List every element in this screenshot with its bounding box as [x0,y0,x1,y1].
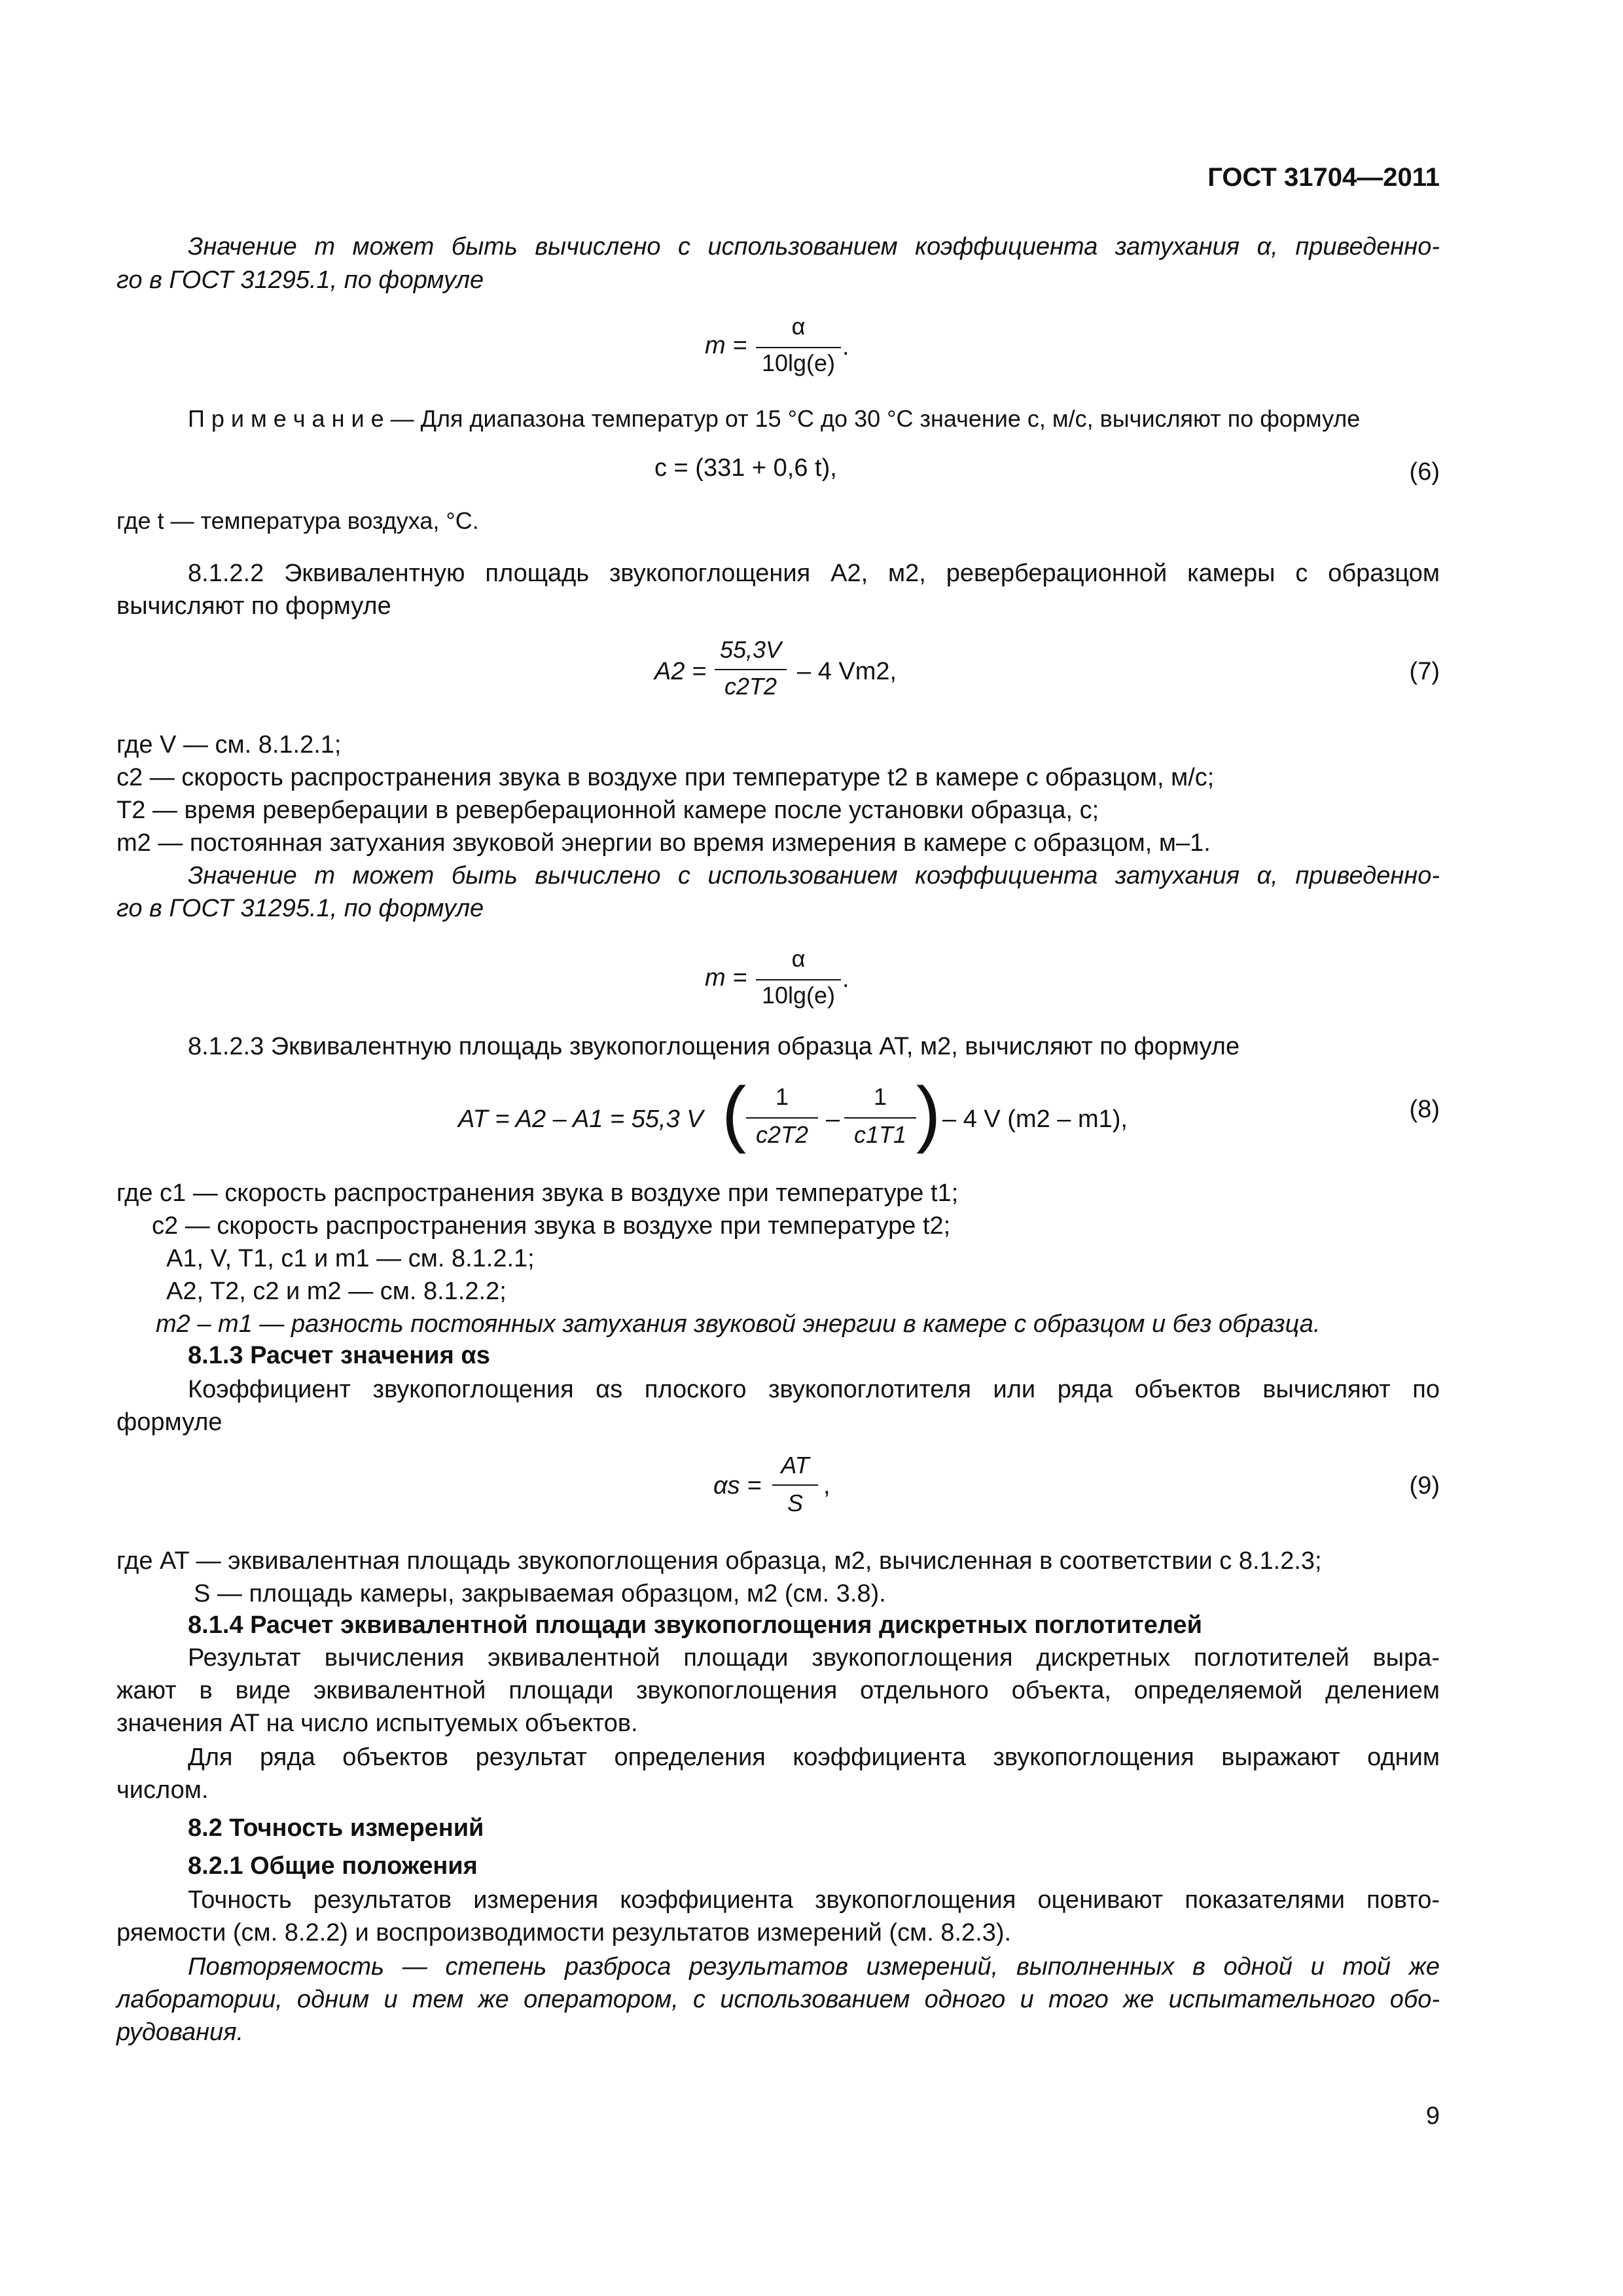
fraction [756,313,841,385]
paragraph-line: числом. [116,1776,209,1804]
formula-end: . [842,965,849,993]
fraction-numerator: 1 [775,1083,789,1110]
subsection-heading: 8.2.1 Общие положения [188,1852,478,1880]
formula-number: (7) [1409,658,1440,685]
fraction-denominator: 10lg(e) [761,350,836,376]
formula-rest: – 4 Vm2, [797,658,897,685]
standard-code: ГОСТ 31704—2011 [1207,163,1440,192]
section-heading: 8.2 Точность измерений [188,1814,484,1842]
paragraph-line: го в ГОСТ 31295.1, по формуле [116,266,484,294]
left-parenthesis: ( [722,1072,747,1154]
paragraph-line: вычисляют по формуле [116,592,391,620]
paragraph-line: Точность результатов измерения коэффициента звукопоглощения оценивают показателями повто- [188,1886,1440,1914]
fraction-bar [715,669,787,670]
paragraph-line: рудования. [116,2018,244,2046]
fraction-numerator: α [791,313,806,340]
fraction [844,1083,916,1155]
right-parenthesis: ) [916,1072,941,1154]
paragraph-line: Коэффициент звукопоглощения αs плоского звукопоглотителя или ряда объектов вычисляют по [188,1376,1440,1403]
where-line: T2 — время реверберации в реверберационной камере после установки образца, с; [116,797,1099,824]
section-heading: 8.1.3 Расчет значения αs [188,1342,490,1369]
formula-6: c = (331 + 0,6 t), [654,454,837,482]
fraction-denominator: 10lg(e) [761,982,836,1009]
fraction-denominator: S [787,1490,803,1516]
formula-number: (6) [1409,458,1440,486]
where-line: где V — см. 8.1.2.1; [116,731,342,759]
formula-lhs: m = [705,332,747,359]
fraction-denominator: c2T2 [724,673,777,700]
paragraph-line: Для ряда объектов результат определения коэффициента звукопоглощения выражают одним [188,1744,1440,1771]
where-line: c2 — скорость распространения звука в воздухе при температуре t2 в камере с образцом, м/с; [116,764,1215,791]
where-line: A2, T2, c2 и m2 — см. 8.1.2.2; [166,1278,507,1305]
paragraph-line: Значение m может быть вычислено с использованием коэффициента затухания α, приведенно- [188,862,1440,889]
formula-lhs: A2 = [654,658,707,685]
fraction-bar [756,347,841,348]
paragraph-line: 8.1.2.2 Эквивалентную площадь звукопоглощения A2, м2, реверберационной камеры с образцом [188,560,1440,587]
fraction-numerator: AT [781,1452,810,1479]
section-heading: 8.1.4 Расчет эквивалентной площади звукопоглощения дискретных поглотителей [188,1611,1202,1639]
paragraph-line: 8.1.2.3 Эквивалентную площадь звукопоглощения образца AT, м2, вычисляют по формуле [188,1033,1240,1060]
formula-lhs: m = [705,964,747,992]
fraction [715,636,787,708]
fraction-numerator: 1 [873,1083,887,1110]
formula-lhs: αs = [713,1472,762,1499]
paragraph-line: го в ГОСТ 31295.1, по формуле [116,895,484,922]
where-line: A1, V, T1, c1 и m1 — см. 8.1.2.1; [166,1245,535,1272]
note-line: П р и м е ч а н и е — Для диапазона температур от 15 °С до 30 °С значение c, м/с, вычисляют по формуле [188,405,1361,432]
paragraph-line: значения AT на число испытуемых объектов. [116,1710,638,1737]
fraction-bar [844,1117,916,1119]
paragraph-line: ряемости (см. 8.2.2) и воспроизводимости результатов измерений (см. 8.2.3). [116,1919,1012,1946]
formula-lhs: AT = A2 – A1 = 55,3 V [458,1105,704,1133]
where-line: m2 — постоянная затухания звуковой энергии во время измерения в камере с образцом, м–1. [116,829,1211,857]
fraction-bar [746,1117,818,1119]
where-line: m2 – m1 — разность постоянных затухания звуковой энергии в камере с образцом и без образца. [156,1310,1321,1338]
paragraph-line: Значение m может быть вычислено с использованием коэффициента затухания α, приведенно- [188,233,1440,260]
paragraph-line: жают в виде эквивалентной площади звукопоглощения отдельного объекта, определяемой делением [116,1677,1440,1704]
fraction [756,945,841,1017]
where-line: где AT — эквивалентная площадь звукопоглощения образца, м2, вычисленная в соответствии с 8.1.2.3; [116,1547,1322,1575]
paragraph-line: Результат вычисления эквивалентной площади звукопоглощения дискретных поглотителей выра- [188,1644,1440,1672]
where-line: c2 — скорость распространения звука в воздухе при температуре t2; [152,1212,951,1240]
fraction [746,1083,818,1155]
paragraph-line: лаборатории, одним и тем же оператором, с использованием одного и того же испытательного обо- [116,1986,1440,2013]
formula-end: . [842,333,849,361]
paragraph-line: формуле [116,1408,223,1436]
fraction [772,1452,818,1524]
fraction-bar [772,1484,818,1486]
formula-minus: – [826,1105,840,1133]
formula-number: (8) [1409,1096,1440,1123]
fraction-numerator: 55,3V [719,636,782,663]
fraction-denominator: c1T1 [853,1121,907,1148]
fraction-numerator: α [791,945,806,972]
formula-number: (9) [1409,1472,1440,1499]
formula-end: , [823,1472,830,1499]
where-line: где t — температура воздуха, °С. [116,507,479,534]
page-number: 9 [1425,2102,1440,2130]
where-line: где c1 — скорость распространения звука в воздухе при температуре t1; [116,1179,959,1207]
paragraph-line: Повторяемость — степень разброса результатов измерений, выполненных в одной и той же [188,1953,1440,1981]
fraction-bar [756,979,841,980]
fraction-denominator: c2T2 [755,1121,809,1148]
formula-rest: – 4 V (m2 – m1), [942,1105,1128,1133]
where-line: S — площадь камеры, закрываемая образцом, м2 (см. 3.8). [194,1580,886,1607]
